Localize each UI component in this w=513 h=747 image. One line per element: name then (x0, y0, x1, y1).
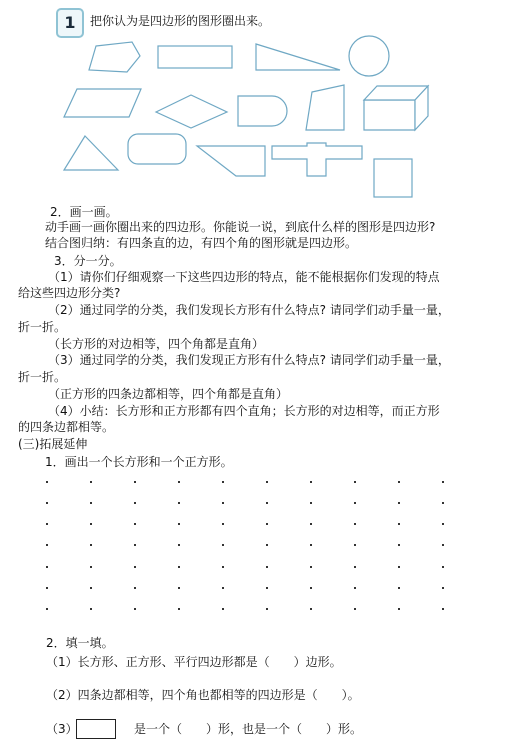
section-heading-extension: (三)拓展延伸 (18, 437, 88, 451)
grid-dot (178, 587, 180, 589)
grid-dot (178, 608, 180, 610)
text-line: （长方形的对边相等，四个角都是直角） (48, 337, 265, 351)
grid-dot (46, 523, 48, 525)
grid-dot (178, 481, 180, 483)
trapezoid-shape (306, 85, 344, 130)
grid-dot (46, 566, 48, 568)
section-2-heading: 2．画一画。 (50, 205, 118, 219)
fill-question-2: （2）四条边都相等，四个角也都相等的四边形是（ ）。 (46, 688, 360, 702)
fill-heading: 2．填一填。 (46, 636, 114, 650)
grid-dot (354, 544, 356, 546)
text-line: （4）小结：长方形和正方形都有四个直角；长方形的对边相等，而正方形 (48, 404, 440, 418)
right-triangle-shape (256, 44, 340, 70)
cross-shape (272, 143, 362, 176)
text-line: 的四条边都相等。 (18, 420, 115, 434)
exercise-instruction: 把你认为是四边形的图形圈出来。 (90, 14, 271, 28)
grid-dot (178, 566, 180, 568)
grid-dot (354, 566, 356, 568)
grid-dot (442, 502, 444, 504)
grid-dot (398, 566, 400, 568)
shapes-figure (60, 34, 440, 204)
text-line: （1）请你们仔细观察一下这些四边形的特点，能不能根据你们发现的特点 (48, 270, 440, 284)
d-shape (238, 96, 287, 126)
grid-dot (46, 544, 48, 546)
text-line: 1．画出一个长方形和一个正方形。 (45, 455, 233, 469)
square-shape (374, 159, 412, 197)
grid-dot (90, 481, 92, 483)
rhombus-shape (156, 95, 227, 128)
grid-dot (46, 481, 48, 483)
grid-dot (354, 608, 356, 610)
rounded-rectangle-shape (128, 134, 186, 164)
text-line: （正方形的四条边都相等，四个角都是直角） (48, 387, 289, 401)
grid-dot (266, 608, 268, 610)
section-3-heading: 3．分一分。 (54, 254, 122, 268)
grid-dot (354, 523, 356, 525)
grid-dot (222, 502, 224, 504)
grid-dot (178, 544, 180, 546)
grid-dot (90, 523, 92, 525)
grid-dot (442, 566, 444, 568)
rectangle-figure (76, 719, 116, 739)
grid-dot (134, 566, 136, 568)
grid-dot (442, 608, 444, 610)
grid-dot (222, 608, 224, 610)
grid-dot (442, 587, 444, 589)
grid-dot (266, 502, 268, 504)
grid-dot (354, 481, 356, 483)
grid-dot (354, 502, 356, 504)
exercise-number-badge: 1 (56, 8, 84, 38)
cuboid-front (364, 100, 415, 130)
grid-dot (222, 523, 224, 525)
grid-dot (310, 608, 312, 610)
text-line: 折一折。 (18, 320, 67, 334)
grid-dot (266, 587, 268, 589)
grid-dot (310, 587, 312, 589)
grid-dot (266, 566, 268, 568)
grid-dot (266, 544, 268, 546)
grid-dot (46, 608, 48, 610)
grid-dot (46, 587, 48, 589)
grid-dot (178, 502, 180, 504)
grid-dot (442, 523, 444, 525)
grid-dot (134, 587, 136, 589)
parallelogram-shape (64, 89, 141, 117)
fill-question-3-suffix: 是一个（ ）形，也是一个（ ）形。 (134, 722, 363, 736)
text-line: 给这些四边形分类? (18, 286, 121, 300)
text-line: 折一折。 (18, 370, 67, 384)
pentagon-shape (89, 42, 140, 72)
grid-dot (398, 502, 400, 504)
right-trapezoid-shape-2 (197, 146, 265, 176)
grid-dot (46, 502, 48, 504)
grid-dot (310, 544, 312, 546)
fill-question-1: （1）长方形、正方形、平行四边形都是（ ）边形。 (46, 655, 342, 669)
grid-dot (222, 544, 224, 546)
grid-dot (90, 587, 92, 589)
triangle-shape (64, 136, 118, 170)
grid-dot (398, 481, 400, 483)
grid-dot (178, 523, 180, 525)
grid-dot (398, 523, 400, 525)
grid-dot (222, 566, 224, 568)
fill-question-3-prefix: （3） (46, 722, 78, 736)
grid-dot (266, 523, 268, 525)
text-line: （3）通过同学的分类，我们发现正方形有什么特点? 请同学们动手量一量， (48, 353, 450, 367)
grid-dot (398, 544, 400, 546)
text-line: （2）通过同学的分类，我们发现长方形有什么特点? 请同学们动手量一量， (48, 303, 450, 317)
grid-dot (398, 608, 400, 610)
grid-dot (310, 566, 312, 568)
circle-shape (349, 36, 389, 76)
grid-dot (90, 566, 92, 568)
grid-dot (90, 502, 92, 504)
grid-dot (310, 502, 312, 504)
grid-dot (134, 502, 136, 504)
grid-dot (90, 608, 92, 610)
grid-dot (134, 481, 136, 483)
grid-dot (134, 544, 136, 546)
grid-dot (310, 481, 312, 483)
rectangle-shape (158, 46, 232, 68)
grid-dot (134, 523, 136, 525)
grid-dot (310, 523, 312, 525)
grid-dot (90, 544, 92, 546)
grid-dot (266, 481, 268, 483)
grid-dot (442, 481, 444, 483)
grid-dot (134, 608, 136, 610)
grid-dot (398, 587, 400, 589)
grid-dot (222, 587, 224, 589)
text-line: 动手画一画你圈出来的四边形。你能说一说，到底什么样的图形是四边形? (45, 220, 436, 234)
grid-dot (354, 587, 356, 589)
text-line: 结合图归纳：有四条直的边，有四个角的图形就是四边形。 (45, 236, 358, 250)
grid-dot (222, 481, 224, 483)
grid-dot (442, 544, 444, 546)
